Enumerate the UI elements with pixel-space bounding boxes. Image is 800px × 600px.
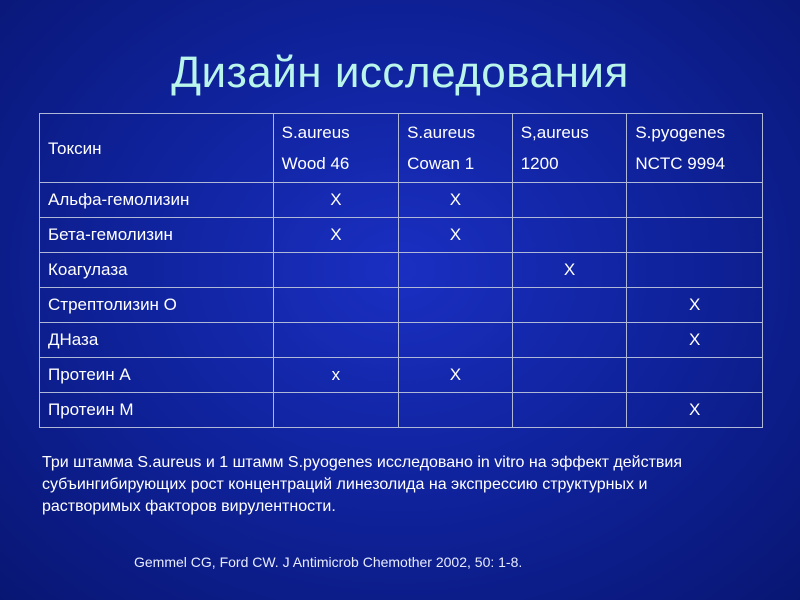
table-row bbox=[40, 358, 763, 393]
table-cell: x bbox=[273, 358, 398, 393]
table-cell: X bbox=[627, 288, 763, 323]
strain-species: S.aureus bbox=[281, 123, 350, 142]
table-cell bbox=[627, 183, 763, 218]
toxin-name: Альфа-гемолизин bbox=[40, 183, 274, 218]
slide-title: Дизайн исследования bbox=[171, 48, 629, 97]
toxin-name: Стрептолизин О bbox=[40, 288, 274, 323]
table-row bbox=[40, 183, 763, 218]
toxin-name: Бета-гемолизин bbox=[40, 218, 274, 253]
table-cell bbox=[273, 253, 398, 288]
table-cell bbox=[512, 183, 627, 218]
table-cell bbox=[512, 358, 627, 393]
strain-species: S.pyogenes bbox=[635, 123, 726, 142]
table-cell bbox=[273, 323, 398, 358]
table-row bbox=[40, 393, 763, 428]
table-cell: X bbox=[273, 183, 398, 218]
strain-id: Wood 46 bbox=[281, 154, 350, 173]
strain-id: Cowan 1 bbox=[407, 154, 475, 173]
table-cell bbox=[512, 393, 627, 428]
table-cell bbox=[627, 253, 763, 288]
table-row bbox=[40, 218, 763, 253]
table-cell: X bbox=[512, 253, 627, 288]
table-cell bbox=[273, 393, 398, 428]
study-description: Три штамма S.aureus и 1 штамм S.pyogenes исследовано in vitro на эффект действия субъингибирующих рост концентраций линезолида на экспрессию структурных и растворимых факторов вирулентности. bbox=[42, 454, 683, 515]
toxin-name: Протеин М bbox=[40, 393, 274, 428]
table-row bbox=[40, 288, 763, 323]
header-strain bbox=[399, 114, 513, 183]
toxin-name: Коагулаза bbox=[40, 253, 274, 288]
table-cell bbox=[399, 253, 513, 288]
table-row bbox=[40, 323, 763, 358]
strain-id: 1200 bbox=[520, 154, 559, 173]
toxin-name: Протеин А bbox=[40, 358, 274, 393]
table-cell bbox=[399, 323, 513, 358]
table-cell: X bbox=[399, 358, 513, 393]
table-row bbox=[40, 253, 763, 288]
strain-species: S.aureus bbox=[407, 123, 476, 142]
header-strain bbox=[627, 114, 763, 183]
table-cell bbox=[512, 323, 627, 358]
table-cell bbox=[627, 358, 763, 393]
header-strain bbox=[512, 114, 627, 183]
table-cell bbox=[399, 393, 513, 428]
table-cell bbox=[273, 288, 398, 323]
toxin-name: ДНаза bbox=[40, 323, 274, 358]
table-cell: X bbox=[399, 218, 513, 253]
table-cell: X bbox=[627, 323, 763, 358]
header-strain bbox=[273, 114, 398, 183]
citation: Gemmel CG, Ford CW. J Antimicrob Chemother 2002, 50: 1-8. bbox=[134, 554, 523, 570]
table-cell bbox=[512, 218, 627, 253]
study-design-table bbox=[39, 113, 763, 428]
table-cell bbox=[627, 218, 763, 253]
table-cell: X bbox=[273, 218, 398, 253]
table-cell: X bbox=[399, 183, 513, 218]
table-cell bbox=[512, 288, 627, 323]
strain-id: NCTC 9994 bbox=[635, 154, 726, 173]
header-toxin: Токсин bbox=[40, 114, 274, 183]
table-cell bbox=[399, 288, 513, 323]
strain-species: S,aureus bbox=[520, 123, 589, 142]
table-cell: X bbox=[627, 393, 763, 428]
table-header-row bbox=[40, 114, 763, 183]
